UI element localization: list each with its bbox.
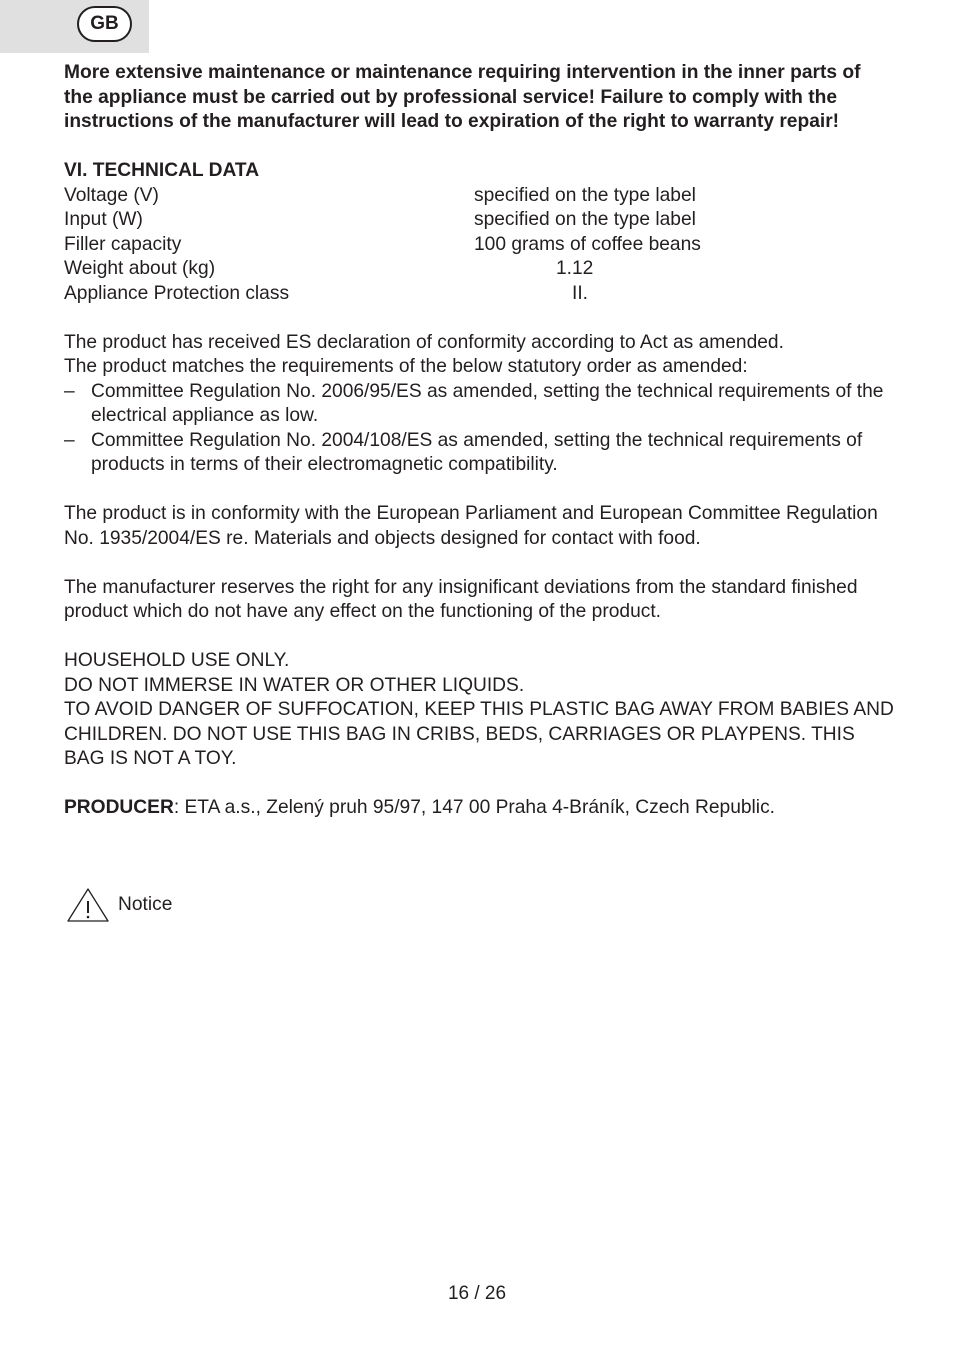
spec-label: Filler capacity bbox=[64, 233, 182, 255]
page-content bbox=[64, 61, 894, 821]
spec-label: Weight about (kg) bbox=[64, 258, 216, 279]
deviations-statement: The manufacturer reserves the right for any insignificant deviations from the standard finished product which do not have any effect on the functioning of the product. bbox=[64, 576, 858, 622]
spec-row-protection-class bbox=[64, 282, 894, 307]
spec-label: Voltage (V) bbox=[64, 184, 159, 206]
suffocation-warning: TO AVOID DANGER OF SUFFOCATION, KEEP THIS PLASTIC BAG AWAY FROM BABIES AND CHILDREN. DO NOT USE THIS BAG IN CRIBS, BEDS, CARRIAGES OR PLAYPENS. THIS BAG IS NOT A TOY. bbox=[64, 699, 894, 769]
statutory-order-intro: The product matches the requirements of the below statutory order as amended: bbox=[64, 356, 748, 377]
spec-value: 1.12 bbox=[556, 258, 594, 279]
list-item-text: Committee Regulation No. 2004/108/ES as amended, setting the technical requirements of products in terms of their electromagnetic compatibility. bbox=[91, 429, 863, 475]
spec-value: specified on the type label bbox=[474, 184, 696, 206]
producer-label: PRODUCER bbox=[64, 797, 174, 818]
producer-text: : ETA a.s., Zelený pruh 95/97, 147 00 Praha 4-Bráník, Czech Republic. bbox=[173, 797, 775, 818]
list-item bbox=[64, 380, 894, 429]
language-badge: GB bbox=[77, 6, 132, 42]
notice-label: Notice bbox=[118, 893, 173, 915]
technical-data-table bbox=[64, 184, 894, 307]
technical-data-heading: VI. TECHNICAL DATA bbox=[64, 160, 260, 181]
spec-row-filler bbox=[64, 233, 894, 258]
spec-label: Input (W) bbox=[64, 209, 143, 230]
language-tab bbox=[0, 0, 149, 53]
page-number: 16 / 26 bbox=[447, 1283, 507, 1304]
spec-label: Appliance Protection class bbox=[64, 282, 290, 304]
list-item bbox=[64, 429, 894, 478]
household-use: HOUSEHOLD USE ONLY. bbox=[64, 650, 290, 671]
conformity-declaration: The product has received ES declaration of conformity according to Act as amended. bbox=[64, 331, 784, 353]
list-item-text: Committee Regulation No. 2006/95/ES as amended, setting the technical requirements of the electrical appliance as low. bbox=[91, 380, 884, 426]
producer-line bbox=[64, 796, 894, 821]
immersion-warning: DO NOT IMMERSE IN WATER OR OTHER LIQUIDS. bbox=[64, 674, 525, 696]
warranty-warning: More extensive maintenance or maintenance requiring intervention in the inner parts of the appliance must be carried out by professional service! Failure to comply with the instructions of the manufacturer will lead to expiration of the right to warranty repair! bbox=[64, 62, 861, 132]
list-dash: – bbox=[64, 380, 75, 402]
notice bbox=[66, 887, 172, 923]
spec-value: II. bbox=[572, 282, 588, 304]
food-contact-statement: The product is in conformity with the European Parliament and European Committee Regulation No. 1935/2004/ES re. Materials and objects designed for contact with food. bbox=[64, 503, 878, 549]
spec-value: specified on the type label bbox=[474, 209, 696, 230]
list-dash: – bbox=[64, 429, 75, 451]
spec-row-voltage bbox=[64, 184, 894, 209]
spec-row-weight bbox=[64, 257, 894, 282]
spec-value: 100 grams of coffee beans bbox=[474, 233, 701, 255]
spec-row-input bbox=[64, 208, 894, 233]
warning-triangle-icon bbox=[66, 887, 110, 923]
